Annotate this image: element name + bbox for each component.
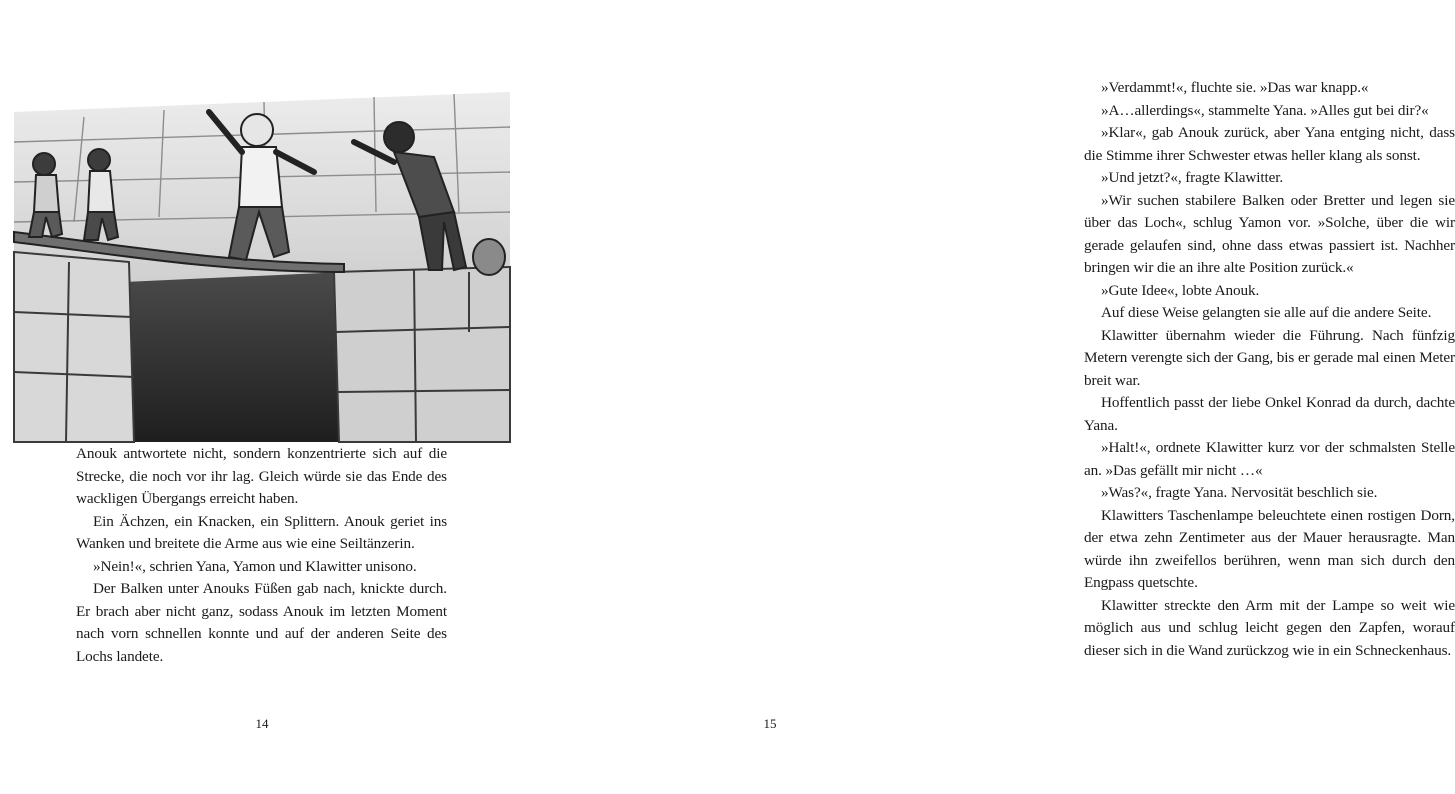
paragraph: Anouk antwortete nicht, sondern konzentrierte sich auf die Strecke, die noch vor ihr lag. Gleich würde sie das Ende des wackligen Übergangs erreicht haben. <box>76 445 447 507</box>
paragraph: Hoffentlich passt der liebe Onkel Konrad da durch, dachte Yana. <box>1084 394 1455 434</box>
paragraph: »Was?«, fragte Yana. Nervosität beschlich sie. <box>1101 484 1378 501</box>
paragraph: Klawitter streckte den Arm mit der Lampe so weit wie möglich aus und schlug leicht gegen den Zapfen, worauf dieser sich in die Wand zurückzog wie in ein Schneckenhaus. <box>1084 596 1455 659</box>
paragraph: »Klar«, gab Anouk zurück, aber Yana entging nicht, dass die Stimme ihrer Schwester etwas heller klang als sonst. <box>1084 124 1455 164</box>
paragraph: »A…allerdings«, stammelte Yana. »Alles gut bei dir?« <box>1101 101 1429 119</box>
illustration-drawing <box>14 72 510 442</box>
left-page-text <box>76 443 447 668</box>
paragraph: Klawitters Taschenlampe beleuchtete einen rostigen Dorn, der etwa zehn Zentimeter aus der Mauer herausragte. Man würde ihn zweifellos berühren, wenn man sich durch den Engpass quetschte. <box>1084 506 1455 591</box>
paragraph: Auf diese Weise gelangten sie alle auf die andere Seite. <box>1101 304 1432 321</box>
paragraph: Der Balken unter Anouks Füßen gab nach, knickte durch. Er brach aber nicht ganz, sodass Anouk im letzten Moment nach vorn schnellen konnte und auf der anderen Seite des Lochs landete. <box>76 580 447 665</box>
paragraph: »Halt!«, ordnete Klawitter kurz vor der schmalsten Stelle an. »Das gefällt mir nicht …« <box>1084 439 1455 479</box>
page-number: 15 <box>763 716 777 731</box>
page-number: 14 <box>255 716 269 731</box>
paragraph: »Und jetzt?«, fragte Klawitter. <box>1101 169 1284 186</box>
right-page-text <box>1084 77 1455 662</box>
paragraph: Klawitter übernahm wieder die Führung. Nach fünfzig Metern verengte sich der Gang, bis er gerade mal einen Meter breit war. <box>1084 326 1455 389</box>
left-page <box>0 0 510 794</box>
right-page <box>510 0 1455 794</box>
paragraph: »Wir suchen stabilere Balken oder Bretter und legen sie über das Loch«, schlug Yamon vor. »Solche, über die wir gerade gelaufen sind, ohne dass etwas passiert ist. Nachher bringen wir die an ihre alte Position zurück.« <box>1084 191 1455 276</box>
paragraph: »Nein!«, schrien Yana, Yamon und Klawitter unisono. <box>93 557 417 575</box>
paragraph: »Verdammt!«, fluchte sie. »Das war knapp.« <box>1101 79 1369 96</box>
illustration <box>14 72 510 442</box>
paragraph: Ein Ächzen, ein Knacken, ein Splittern. Anouk geriet ins Wanken und breitete die Arme aus wie eine Seiltänzerin. <box>76 512 447 552</box>
paragraph: »Gute Idee«, lobte Anouk. <box>1101 281 1260 299</box>
